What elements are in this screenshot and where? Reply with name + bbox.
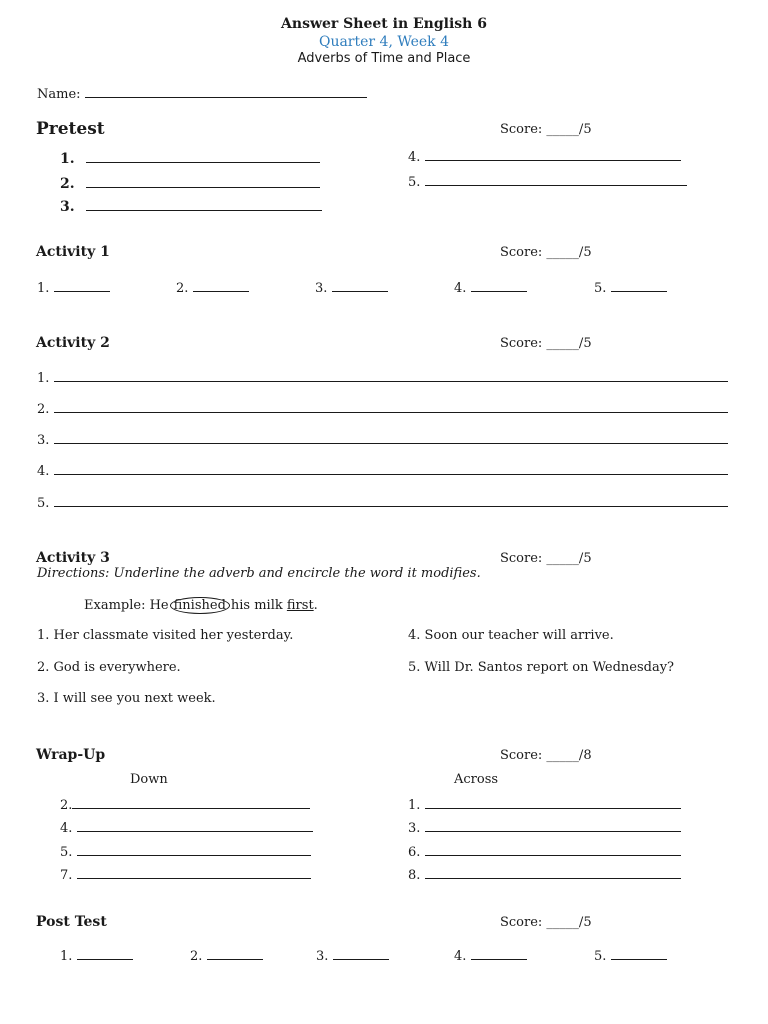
- activity2-answer-4[interactable]: [54, 462, 728, 475]
- activity3-sentence-1[interactable]: 1. Her classmate visited her yesterday.: [37, 628, 294, 643]
- activity3-sentence-3[interactable]: 3. I will see you next week.: [37, 691, 216, 706]
- pretest-item-3: 3.: [60, 196, 322, 215]
- wrapup-across-answer-1[interactable]: [425, 796, 681, 809]
- activity1-title: Activity 1: [36, 244, 110, 260]
- sheet-title: Answer Sheet in English 6: [281, 16, 487, 32]
- activity3-sentence-5[interactable]: 5. Will Dr. Santos report on Wednesday?: [408, 660, 675, 675]
- activity3-example: Example: He finished his milk first.: [84, 598, 318, 613]
- activity3-sentence-4[interactable]: 4. Soon our teacher will arrive.: [408, 628, 614, 643]
- activity2-title: Activity 2: [36, 335, 110, 351]
- wrapup-score[interactable]: Score: _____/8: [500, 748, 592, 763]
- activity2-answer-1[interactable]: [54, 369, 728, 382]
- activity2-answer-5[interactable]: [54, 494, 728, 507]
- activity2-item-1: 1.: [37, 369, 728, 386]
- wrapup-across-item-8: 8.: [408, 866, 681, 883]
- pretest-item-1: 1.: [60, 148, 320, 167]
- activity2-item-3: 3.: [37, 431, 728, 448]
- pretest-item-4: 4.: [408, 148, 681, 165]
- posttest-score[interactable]: Score: _____/5: [500, 915, 592, 930]
- name-row: [37, 85, 367, 102]
- pretest-item-5: 5.: [408, 173, 687, 190]
- posttest-answer-1[interactable]: [77, 947, 133, 960]
- pretest-title: Pretest: [36, 119, 105, 139]
- activity1-item-3: 3.: [315, 279, 388, 296]
- posttest-item-4: 4.: [454, 947, 527, 964]
- posttest-answer-4[interactable]: [471, 947, 527, 960]
- activity2-score[interactable]: Score: _____/5: [500, 336, 592, 351]
- posttest-answer-2[interactable]: [207, 947, 263, 960]
- pretest-score[interactable]: Score: _____/5: [500, 122, 592, 137]
- posttest-item-5: 5.: [594, 947, 667, 964]
- activity1-item-2: 2.: [176, 279, 249, 296]
- posttest-item-2: 2.: [190, 947, 263, 964]
- activity1-item-5: 5.: [594, 279, 667, 296]
- activity3-sentence-2[interactable]: 2. God is everywhere.: [37, 660, 181, 675]
- example-circled-word: finished: [170, 597, 230, 614]
- posttest-answer-5[interactable]: [611, 947, 667, 960]
- activity2-answer-3[interactable]: [54, 431, 728, 444]
- wrapup-down-answer-2[interactable]: [72, 796, 310, 809]
- example-underlined-word: first: [286, 598, 314, 613]
- name-label: Name:: [37, 87, 81, 102]
- activity1-item-1: 1.: [37, 279, 110, 296]
- wrapup-across-item-1: 1.: [408, 796, 681, 813]
- pretest-answer-3[interactable]: [86, 198, 322, 211]
- wrapup-title: Wrap-Up: [36, 747, 106, 763]
- activity1-score[interactable]: Score: _____/5: [500, 245, 592, 260]
- activity1-answer-4[interactable]: [471, 279, 527, 292]
- activity2-item-2: 2.: [37, 400, 728, 417]
- posttest-answer-3[interactable]: [333, 947, 389, 960]
- wrapup-down-item-7: 7.: [60, 866, 311, 883]
- name-field[interactable]: [85, 85, 367, 98]
- wrapup-across-answer-8[interactable]: [425, 866, 681, 879]
- wrapup-across-item-3: 3.: [408, 819, 681, 836]
- activity1-answer-1[interactable]: [54, 279, 110, 292]
- wrapup-across-label: Across: [454, 772, 499, 787]
- topic-subtitle: Adverbs of Time and Place: [297, 51, 471, 66]
- activity1-item-4: 4.: [454, 279, 527, 296]
- pretest-answer-4[interactable]: [425, 148, 681, 161]
- posttest-item-3: 3.: [316, 947, 389, 964]
- wrapup-across-answer-6[interactable]: [425, 843, 681, 856]
- posttest-item-1: 1.: [60, 947, 133, 964]
- activity1-answer-5[interactable]: [611, 279, 667, 292]
- activity2-answer-2[interactable]: [54, 400, 728, 413]
- activity1-answer-3[interactable]: [332, 279, 388, 292]
- wrapup-down-item-4: 4.: [60, 819, 313, 836]
- wrapup-across-answer-3[interactable]: [425, 819, 681, 832]
- activity2-item-4: 4.: [37, 462, 728, 479]
- wrapup-down-answer-4[interactable]: [77, 819, 313, 832]
- posttest-title: Post Test: [36, 914, 107, 930]
- pretest-answer-1[interactable]: [86, 150, 320, 163]
- activity3-directions: Directions: Underline the adverb and encircle the word it modifies.: [37, 566, 481, 581]
- quarter-week: Quarter 4, Week 4: [318, 34, 450, 50]
- activity1-answer-2[interactable]: [193, 279, 249, 292]
- wrapup-down-answer-7[interactable]: [77, 866, 311, 879]
- wrapup-across-item-6: 6.: [408, 843, 681, 860]
- wrapup-down-label: Down: [130, 772, 168, 787]
- activity3-title: Activity 3: [36, 550, 110, 566]
- activity3-score[interactable]: Score: _____/5: [500, 551, 592, 566]
- wrapup-down-item-5: 5.: [60, 843, 311, 860]
- wrapup-down-answer-5[interactable]: [77, 843, 311, 856]
- pretest-answer-5[interactable]: [425, 173, 687, 186]
- wrapup-down-item-2: 2.: [60, 796, 310, 813]
- activity2-item-5: 5.: [37, 494, 728, 511]
- pretest-answer-2[interactable]: [86, 175, 320, 188]
- pretest-item-2: 2.: [60, 173, 320, 192]
